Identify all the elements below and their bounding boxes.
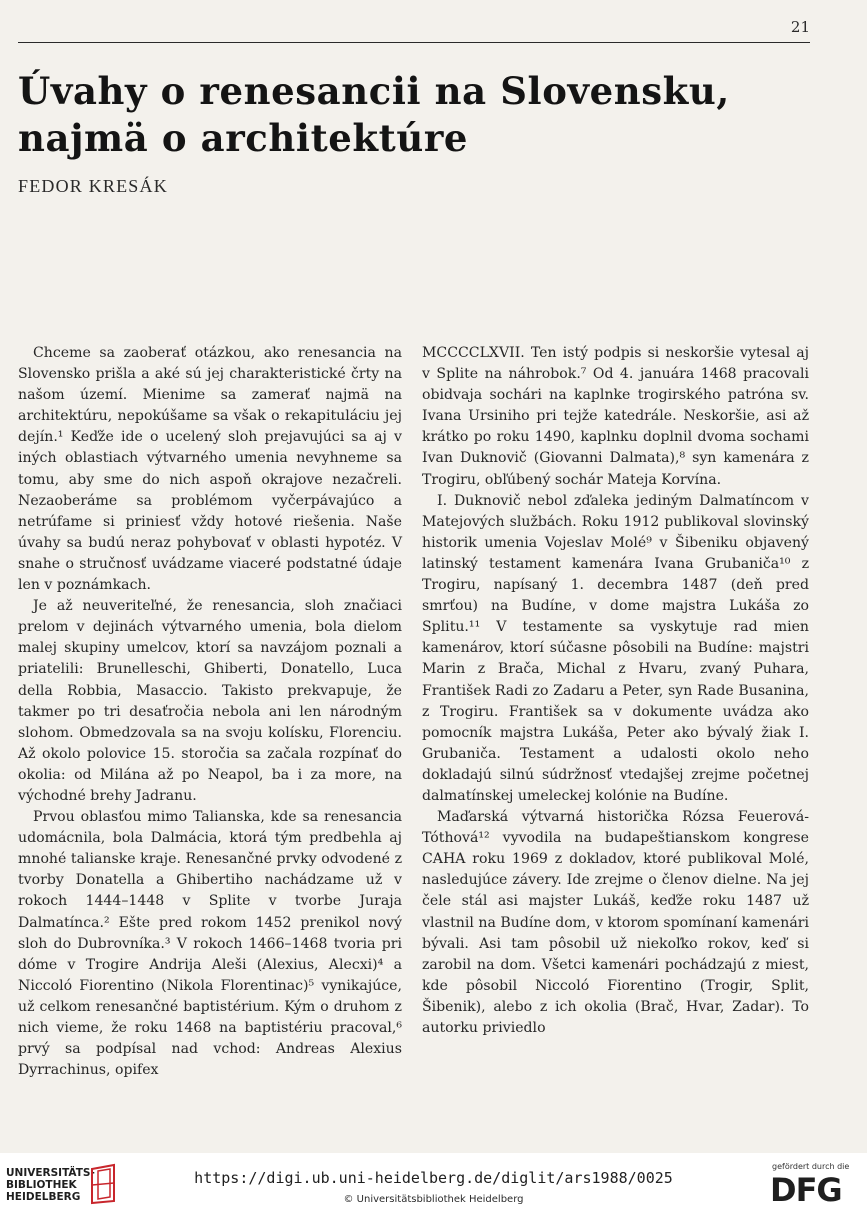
funder-note: gefördert durch die xyxy=(772,1162,850,1171)
library-line: BIBLIOTHEK xyxy=(6,1179,77,1191)
left-column xyxy=(18,343,402,1081)
permalink-url[interactable]: https://digi.ub.uni-heidelberg.de/diglit/ars1988/0025 xyxy=(194,1169,673,1187)
title-line-1: Úvahy o renesancii na Slovensku, xyxy=(18,69,730,113)
right-column xyxy=(422,343,809,1039)
footer-bar xyxy=(0,1153,867,1218)
paragraph: Je až neuveriteľné, že renesancia, sloh značiaci prelom v dejinách výtvarného umenia, bola dielom malej skupiny umelcov, ktorí sa navzájom poznali a priatelili: Brunelleschi, Ghiberti, Donatello, Luca della Robbia, Masaccio. Takisto prekvapuje, že takmer po tri desaťročia nebola ani len národným slohom. Obmedzovala sa na svoju kolísku, Florenciu. Až okolo polovice 15. storočia sa začala rozpínať do okolia: od Milána až po Neapol, ba i za more, na východné brehy Jadranu. xyxy=(18,598,402,804)
copyright-notice: © Universitätsbibliothek Heidelberg xyxy=(343,1194,524,1205)
library-line: UNIVERSITÄTS- xyxy=(6,1167,95,1179)
header-rule xyxy=(18,42,810,43)
paragraph: MCCCCLXVII. Ten istý podpis si neskoršie vytesal aj v Splite na náhrobok.⁷ Od 4. januára 1468 pracovali obidvaja sochári na kaplnke trogirského patróna sv. Ivana Ursiniho pri tejže katedrále. Neskoršie, asi až krátko po roku 1490, kaplnku doplnil dvoma sochami Ivan Duknovič (Giovanni Dalmata),⁸ syn kamenára z Trogiru, obľúbený sochár Mateja Korvína. xyxy=(422,345,809,488)
dfg-logo[interactable]: DFG xyxy=(770,1171,842,1209)
author-name: FEDOR KRESÁK xyxy=(18,176,168,196)
page-number: 21 xyxy=(790,18,810,36)
paragraph: Prvou oblasťou mimo Talianska, kde sa renesancia udomácnila, bola Dalmácia, ktorá tým predbehla aj mnohé talianske kraje. Renesančné prvky odvodené z tvorby Donatella a Ghibertiho nachádzame už v rokoch 1444–1448 v Splite v tvorbe Juraja Dalmatínca.² Ešte pred rokom 1452 prenikol nový sloh do Dubrovníka.³ V rokoch 1466–1468 tvoria pri dóme v Trogire Andrija Aleši (Alexius, Alecxi)⁴ a Niccoló Fiorentino (Nikola Florentinac)⁵ vynikajúce, už celkom renesančné baptistérium. Kým o druhom z nich vieme, že roku 1468 na baptistériu pracoval,⁶ prvý sa podpísal nad vchod: Andreas Alexius Dyrrachinus, opifex xyxy=(18,809,402,1079)
library-line: HEIDELBERG xyxy=(6,1191,81,1203)
paragraph: Maďarská výtvarná historička Rózsa Feuerová-Tóthová¹² vyvodila na budapeštianskom kongrese CAHA roku 1969 z dokladov, ktoré publikoval Molé, nasledujúce závery. Ide zrejme o členov dielne. Na jej čele stál asi majster Lukáš, keďže roku 1487 už vlastnil na Budíne dom, v ktorom spomínaní kamenári bývali. Asi tam pôsobil už niekoľko rokov, keď si zarobil na dom. Všetci kamenári pochádzajú z miest, kde pôsobil Niccoló Fiorentino (Trogir, Split, Šibenik), alebo z ich okolia (Brač, Hvar, Zadar). To autorku priviedlo xyxy=(422,809,809,1036)
article-title xyxy=(18,68,798,162)
paragraph: Chceme sa zaoberať otázkou, ako renesancia na Slovensko prišla a aké sú jej charakteristické črty na našom území. Mienime sa zamerať najmä na architektúru, nepokúšame sa však o rekapituláciu jej dejín.¹ Keďže ide o ucelený sloh prejavujúci sa aj v iných oblastiach výtvarného umenia nevyhneme sa tomu, aby sme do nich aspoň okrajove nezačreli. Nezaoberáme sa problémom vyčerpávajúco a netrúfame si priniesť vždy hotové riešenia. Naše úvahy sa budú neraz pohybovať v oblasti hypotéz. V snahe o stručnosť uvádzame viaceré podstatné údaje len v poznámkach. xyxy=(18,345,402,594)
title-line-2: najmä o architektúre xyxy=(18,116,469,160)
paragraph: I. Duknovič nebol zďaleka jediným Dalmatíncom v Matejových službách. Roku 1912 publikoval slovinský historik umenia Vojeslav Molé⁹ v Šibeniku objavený latinský testament kamenára Ivana Grubaniča¹⁰ z Trogiru, napísaný 1. decembra 1487 (deň pred smrťou) na Budíne, v dome majstra Lukáša zo Splitu.¹¹ V testamente sa vyskytuje rad mien kamenárov, ktorí súčasne pôsobili na Budíne: majstri Marin z Brača, Michal z Hvaru, zvaný Puhara, František Radi zo Zadaru a Peter, syn Rade Busanina, z Trogiru. František sa v dokumente uvádza ako pomocník majstra Lukáša, Peter ako bývalý žiak I. Grubaniča. Testament a udalosti okolo neho dokladajú silnú súdržnosť vtedajšej zrejme početnej dalmatínskej umeleckej kolónie na Budíne. xyxy=(422,492,809,804)
